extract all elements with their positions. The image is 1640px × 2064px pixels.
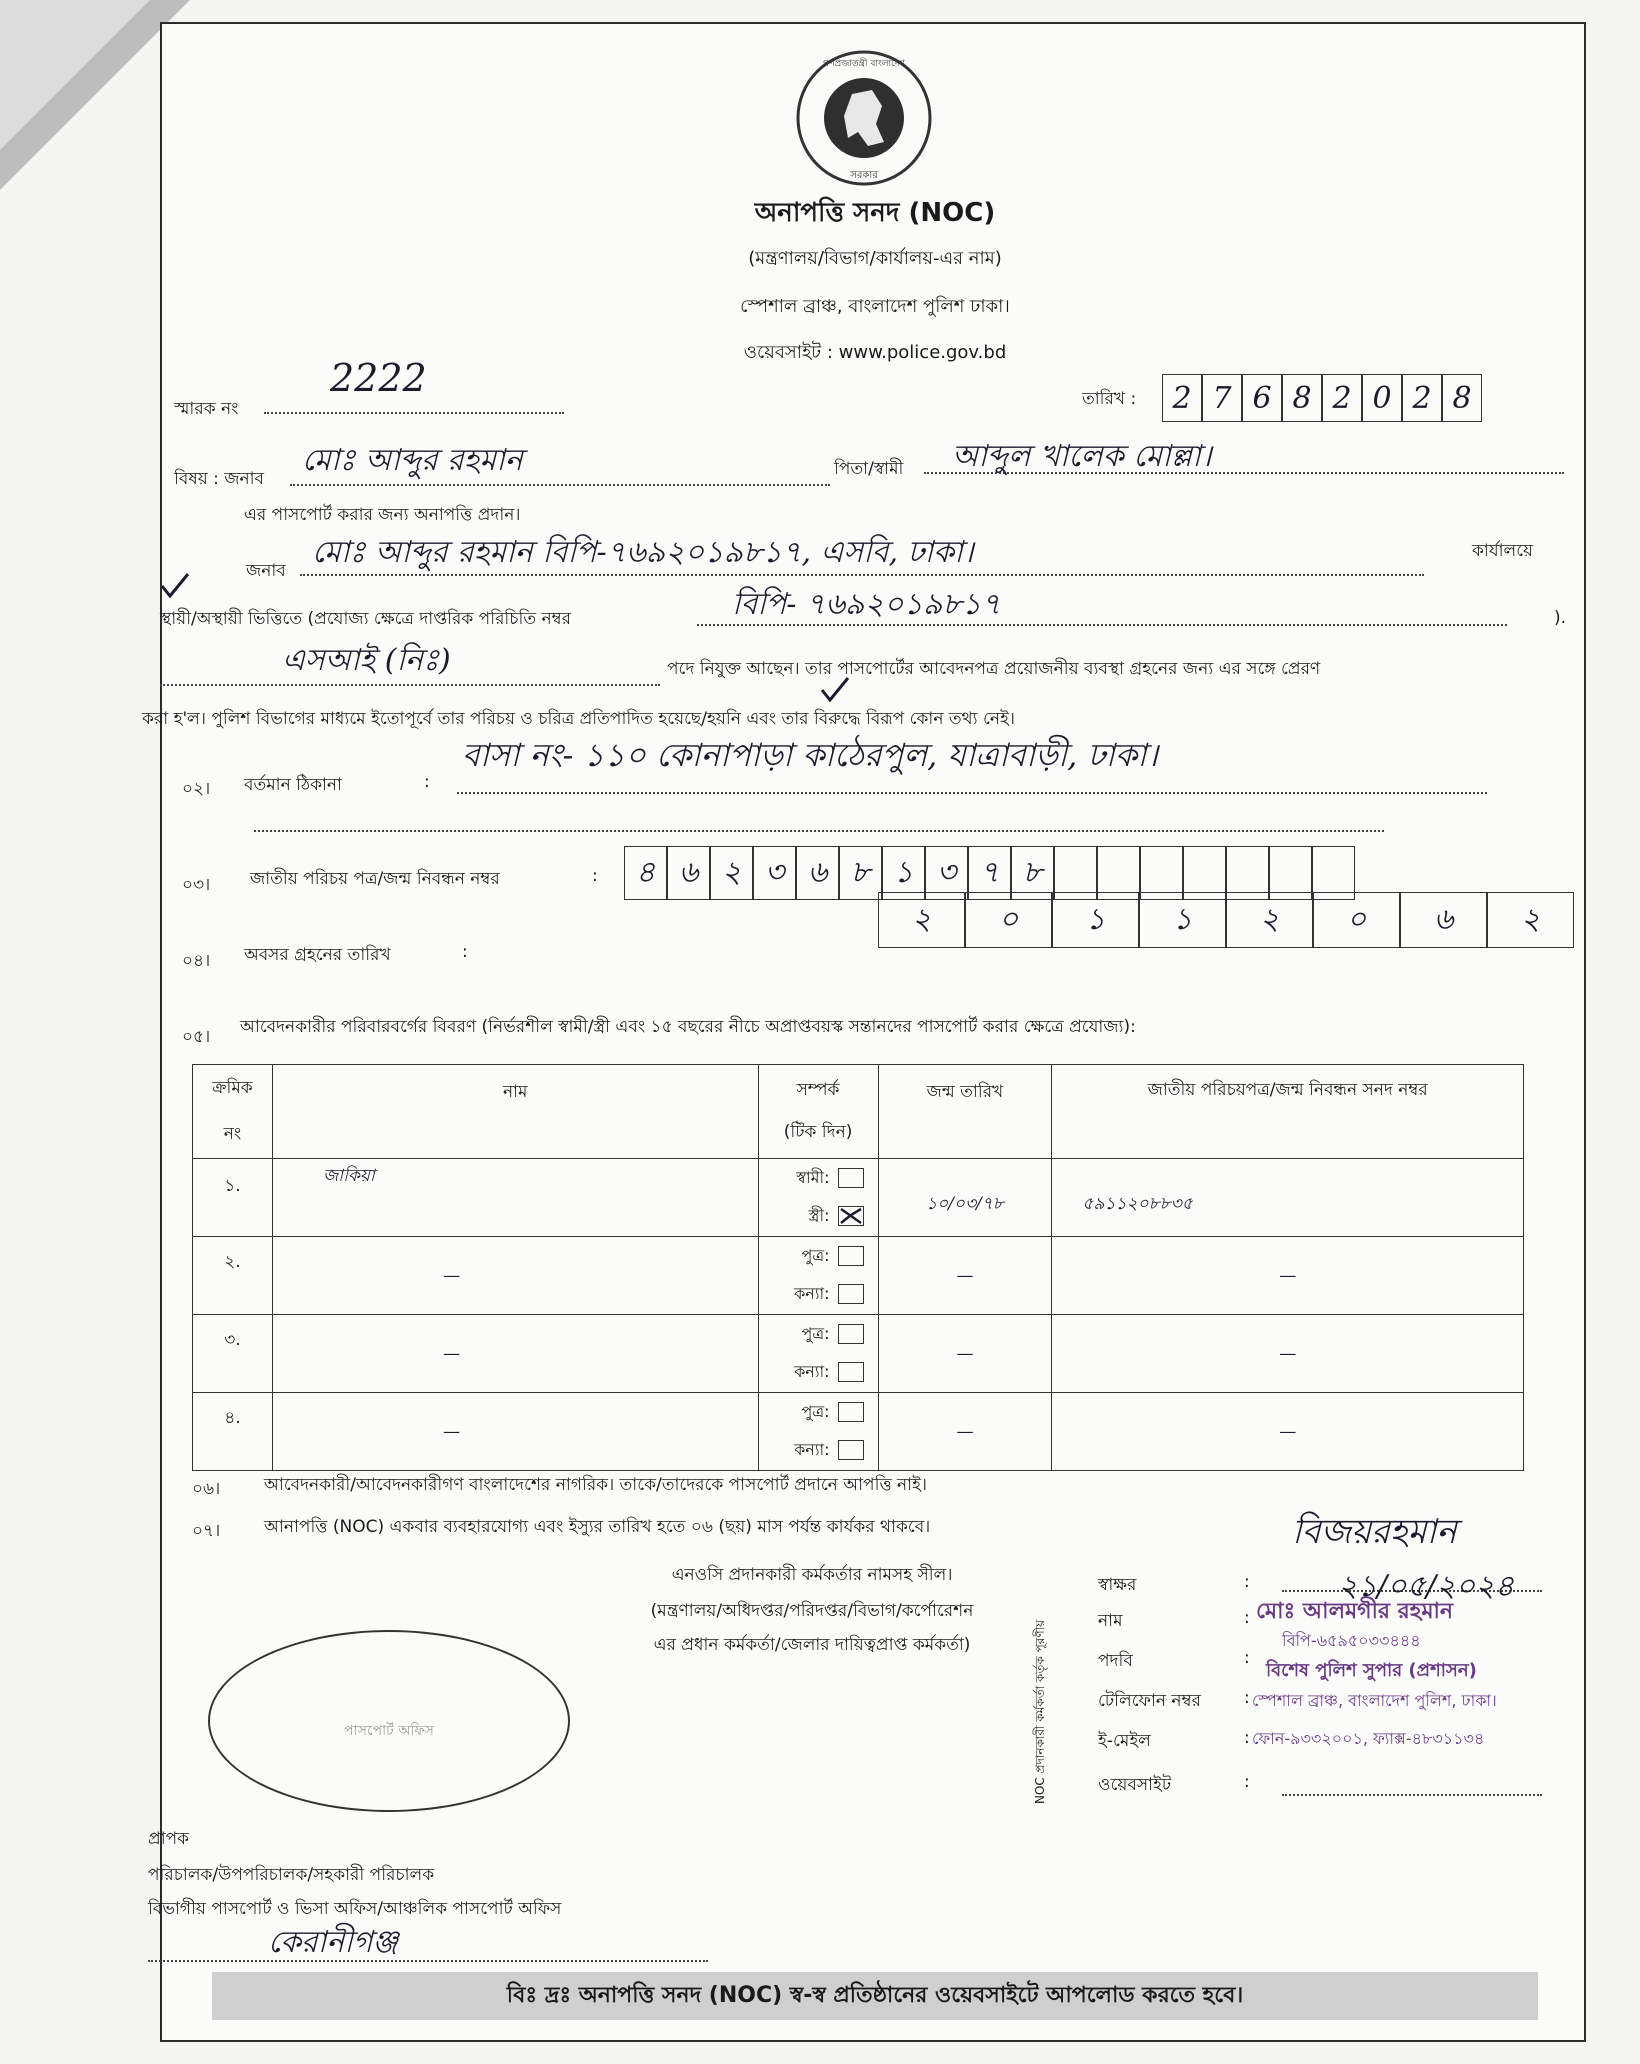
stamp-office: স্পেশাল ব্রাঞ্চ, বাংলাদেশ পুলিশ, ঢাকা। — [1252, 1691, 1497, 1710]
father-label: পিতা/স্বামী — [834, 459, 904, 479]
issuing-office: স্পেশাল ব্রাঞ্চ, বাংলাদেশ পুলিশ ঢাকা। — [740, 296, 1010, 317]
col-serial-1: ক্রমিক — [212, 1077, 253, 1098]
rel-wife-label: স্ত্রী: — [808, 1205, 830, 1225]
date-digit: 8 — [1442, 374, 1482, 422]
note-06-num: ০৬। — [192, 1479, 221, 1499]
note-07-num: ০৭। — [192, 1521, 221, 1541]
daughter-checkbox[interactable] — [838, 1362, 864, 1382]
date-label: তারিখ : — [1082, 389, 1137, 409]
rel-son-label: পুত্র: — [801, 1245, 830, 1265]
stamp-bp: বিপি-৬৫৯৫০৩৩৪৪৪ — [1282, 1631, 1421, 1650]
nid-digit: ৮ — [1011, 846, 1054, 900]
retire-digit: ২ — [1226, 892, 1313, 948]
noc-form — [142, 22, 1586, 2042]
recipient-line2: বিভাগীয় পাসপোর্ট ও ভিসা অফিস/আঞ্চলিক পাসপোর্ট অফিস — [148, 1899, 562, 1919]
name-label: নাম — [1098, 1611, 1123, 1631]
post-text: পদে নিযুক্ত আছেন। তার পাসপোর্টের আবেদনপত্র প্রয়োজনীয় ব্যবস্থা গ্রহনের জন্য এর সঙ্গে প্রেরণ — [667, 659, 1321, 679]
date-digit: 2 — [1402, 374, 1442, 422]
nid-label: জাতীয় পরিচয় পত্র/জন্ম নিবন্ধন নম্বর — [250, 869, 500, 889]
son-checkbox[interactable] — [838, 1246, 864, 1266]
stamp-name: মোঃ আলমগীর রহমান — [1256, 1599, 1454, 1624]
row-name: — — [272, 1237, 758, 1315]
row-serial: ২. — [193, 1237, 273, 1315]
perm-end: ). — [1554, 608, 1567, 628]
nid-digit: ৭ — [968, 846, 1011, 900]
nid-digit: ৬ — [667, 846, 710, 900]
nid-digit: ২ — [710, 846, 753, 900]
rel-son-label: পুত্র: — [801, 1323, 830, 1343]
row-id: — — [1052, 1237, 1524, 1315]
rel-daughter-label: কন্যা: — [794, 1361, 830, 1381]
email-label: ই-মেইল — [1098, 1731, 1151, 1751]
nid-num: ০৩। — [182, 875, 211, 895]
wife-checkbox[interactable] — [838, 1206, 864, 1226]
daughter-checkbox[interactable] — [838, 1284, 864, 1304]
recipient-line1: পরিচালক/উপপরিচালক/সহকারী পরিচালক — [148, 1865, 435, 1885]
address-label: বর্তমান ঠিকানা — [244, 775, 342, 795]
family-heading: আবেদনকারীর পরিবারবর্গের বিবরণ (নির্ভরশীল স্বামী/স্ত্রী এবং ১৫ বছরের নীচে অপ্রাপ্তবয়স্ক সন্তানদের পাসপোর্ট করার ক্ষেত্রে প্রযোজ্য): — [240, 1017, 1136, 1037]
col-rel-1: সম্পর্ক — [796, 1079, 840, 1100]
son-checkbox[interactable] — [838, 1324, 864, 1344]
retire-digit: ০ — [1313, 892, 1400, 948]
date-digit: 6 — [1242, 374, 1282, 422]
nid-digit: ৩ — [753, 846, 796, 900]
row-id: — — [1052, 1393, 1524, 1471]
perm-label: স্থায়ী/অস্থায়ী ভিত্তিতে (প্রযোজ্য ক্ষেত্রে দাপ্তরিক পরিচিতি নম্বর — [160, 609, 572, 629]
stamp-phone: ফোন-৯৩৩২০০১, ফ্যাক্স-৪৮৩১১৩৪ — [1252, 1729, 1485, 1748]
col-serial — [193, 1065, 273, 1159]
emblem-bottom-text: সরকার — [850, 170, 878, 181]
name-colon: : — [1244, 1608, 1250, 1628]
row-serial: ৪. — [193, 1393, 273, 1471]
perm-value: বিপি- ৭৬৯২০১৯৮১৭ — [732, 587, 1001, 622]
recipient-office-value: কেরানীগঞ্জ — [268, 1925, 399, 1960]
daughter-checkbox[interactable] — [838, 1440, 864, 1460]
row-rel — [758, 1237, 878, 1315]
stamp-post: বিশেষ পুলিশ সুপার (প্রশাসন) — [1266, 1660, 1477, 1681]
date-digit: 2 — [1322, 374, 1362, 422]
issuer-line3: এর প্রধান কর্মকর্তা/জেলার দায়িত্বপ্রাপ্ত কর্মকর্তা) — [653, 1635, 971, 1655]
footer-note — [212, 1972, 1538, 2020]
office-suffix: কার্যালয়ে — [1472, 541, 1534, 561]
address-colon: : — [424, 772, 430, 792]
row-dob: ১০/০৩/৭৮ — [878, 1159, 1052, 1237]
subject-label: বিষয় : জনাব — [174, 469, 264, 489]
date-boxes — [1162, 374, 1482, 422]
row-rel — [758, 1393, 878, 1471]
nid-digit: ৪ — [624, 846, 667, 900]
table-row — [193, 1315, 1524, 1393]
date-digit: 0 — [1362, 374, 1402, 422]
official-seal-oval — [208, 1630, 570, 1812]
check-mark-icon — [839, 1207, 863, 1225]
memo-value: 2222 — [330, 356, 427, 400]
retire-digit: ০ — [965, 892, 1052, 948]
nid-digit: ৬ — [796, 846, 839, 900]
retire-digit: ৬ — [1400, 892, 1487, 948]
nid-colon: : — [592, 866, 598, 886]
government-emblem-icon — [792, 46, 936, 190]
nid-digit: ১ — [882, 846, 925, 900]
janab-value: মোঃ আব্দুর রহমান বিপি-৭৬৯২০১৯৮১৭, এসবি, ঢাকা। — [312, 535, 974, 570]
note-07-text: আনাপত্তি (NOC) একবার ব্যবহারযোগ্য এবং ইস্যুর তারিখ হতে ০৬ (ছয়) মাস পর্যন্ত কার্যকর থাকবে। — [264, 1517, 931, 1537]
final-line: করা হ'ল। পুলিশ বিভাগের মাধ্যমে ইতোপূর্বে তার পরিচয় ও চরিত্র প্রতিপাদিত হয়েছে/হয়নি এবং তার বিরুদ্ধে বিরূপ কোন তথ্য নেই। — [142, 709, 1015, 729]
rel-daughter-label: কন্যা: — [794, 1283, 830, 1303]
address-num: ০২। — [182, 779, 211, 799]
row-name: — — [272, 1315, 758, 1393]
row-id: ৫৯১১২০৮৮৩৫ — [1052, 1159, 1524, 1237]
table-row — [193, 1237, 1524, 1315]
row-dob: — — [878, 1237, 1052, 1315]
emblem-top-text: গণপ্রজাতন্ত্রী বাংলাদেশ — [823, 59, 905, 69]
table-row — [193, 1159, 1524, 1237]
table-header-row — [193, 1065, 1524, 1159]
check-mark-icon — [818, 676, 852, 706]
rel-son-label: পুত্র: — [801, 1401, 830, 1421]
post-label: পদবি — [1098, 1651, 1133, 1671]
col-rel — [758, 1065, 878, 1159]
signature-label: স্বাক্ষর — [1098, 1575, 1137, 1595]
col-id: জাতীয় পরিচয়পত্র/জন্ম নিবন্ধন সনদ নম্বর — [1052, 1065, 1524, 1159]
retire-label: অবসর গ্রহনের তারিখ — [244, 945, 391, 965]
issuer-vertical-note: NOC প্রদানকারী কর্মকর্তা কর্তৃক পূরণীয় — [1033, 1619, 1047, 1804]
address-value: বাসা নং- ১১০ কোনাপাড়া কাঠেরপুল, যাত্রাবাড়ী, ঢাকা। — [462, 736, 1158, 774]
row-rel — [758, 1315, 878, 1393]
date-digit: 8 — [1282, 374, 1322, 422]
row-dob: — — [878, 1315, 1052, 1393]
nid-digit: ৩ — [925, 846, 968, 900]
row-dob: — — [878, 1393, 1052, 1471]
issuer-line2: (মন্ত্রণালয়/অধিদপ্তর/পরিদপ্তর/বিভাগ/কর্পোরেশন — [650, 1601, 974, 1621]
col-dob: জন্ম তারিখ — [878, 1065, 1052, 1159]
recipient-label: প্রাপক — [148, 1829, 190, 1849]
signature-value: বিজয়রহমান — [1292, 1512, 1457, 1552]
janab-label: জনাব — [246, 561, 286, 581]
sign-date-value: ২১/০৫/২০২৪ — [1338, 1569, 1515, 1604]
row-serial: ১. — [193, 1159, 273, 1237]
note-06-text: আবেদনকারী/আবেদনকারীগণ বাংলাদেশের নাগরিক। তাকে/তাদেরকে পাসপোর্ট প্রদানে আপত্তি নাই। — [264, 1475, 928, 1495]
retire-digit: ১ — [1139, 892, 1226, 948]
issuer-line1: এনওসি প্রদানকারী কর্মকর্তার নামসহ সীল। — [671, 1565, 953, 1585]
date-digit: 7 — [1202, 374, 1242, 422]
email-colon: : — [1244, 1728, 1250, 1748]
father-value: আব্দুল খালেক মোল্লা। — [952, 439, 1212, 474]
rel-daughter-label: কন্যা: — [794, 1439, 830, 1459]
retire-digit: ১ — [1052, 892, 1139, 948]
row-rel — [758, 1159, 878, 1237]
son-checkbox[interactable] — [838, 1402, 864, 1422]
seal-faint-text: পাসপোর্ট অফিস — [344, 1723, 434, 1739]
table-row — [193, 1393, 1524, 1471]
subject-name: মোঃ আব্দুর রহমান — [302, 443, 523, 478]
husband-checkbox[interactable] — [838, 1168, 864, 1188]
post-colon: : — [1244, 1648, 1250, 1668]
col-name: নাম — [272, 1065, 758, 1159]
subject-line2: এর পাসপোর্ট করার জন্য অনাপত্তি প্রদান। — [244, 505, 521, 525]
post-value: এসআই (নিঃ) — [282, 643, 451, 678]
col-rel-2: (টিক দিন) — [783, 1121, 853, 1142]
form-subtitle: (মন্ত্রণালয়/বিভাগ/কার্যালয়-এর নাম) — [748, 248, 1002, 269]
phone-colon: : — [1244, 1688, 1250, 1708]
retire-boxes — [878, 892, 1574, 948]
date-digit: 2 — [1162, 374, 1202, 422]
phone-label: টেলিফোন নম্বর — [1098, 1691, 1201, 1711]
row-name: জাকিয়া — [272, 1159, 758, 1237]
footer-note-text: বিঃ দ্রঃ অনাপত্তি সনদ (NOC) স্ব-স্ব প্রতিষ্ঠানের ওয়েবসাইটে আপলোড করতে হবে। — [506, 1982, 1244, 2008]
check-mark-icon — [158, 572, 192, 602]
web-colon: : — [1244, 1772, 1250, 1792]
office-website: ওয়েবসাইট : www.police.gov.bd — [743, 342, 1007, 363]
memo-label: স্মারক নং — [174, 399, 239, 419]
nid-digit: ৮ — [839, 846, 882, 900]
rel-husband-label: স্বামী: — [796, 1167, 830, 1187]
row-serial: ৩. — [193, 1315, 273, 1393]
family-num: ০৫। — [182, 1027, 211, 1047]
retire-digit: ২ — [1487, 892, 1574, 948]
row-name: — — [272, 1393, 758, 1471]
form-title: অনাপত্তি সনদ (NOC) — [754, 198, 996, 228]
family-table — [192, 1064, 1524, 1471]
row-id: — — [1052, 1315, 1524, 1393]
retire-num: ০৪। — [182, 951, 211, 971]
web-label: ওয়েবসাইট — [1098, 1775, 1172, 1795]
retire-digit: ২ — [878, 892, 965, 948]
col-serial-2: নং — [223, 1123, 242, 1144]
signature-colon: : — [1244, 1572, 1250, 1592]
retire-colon: : — [462, 942, 468, 962]
